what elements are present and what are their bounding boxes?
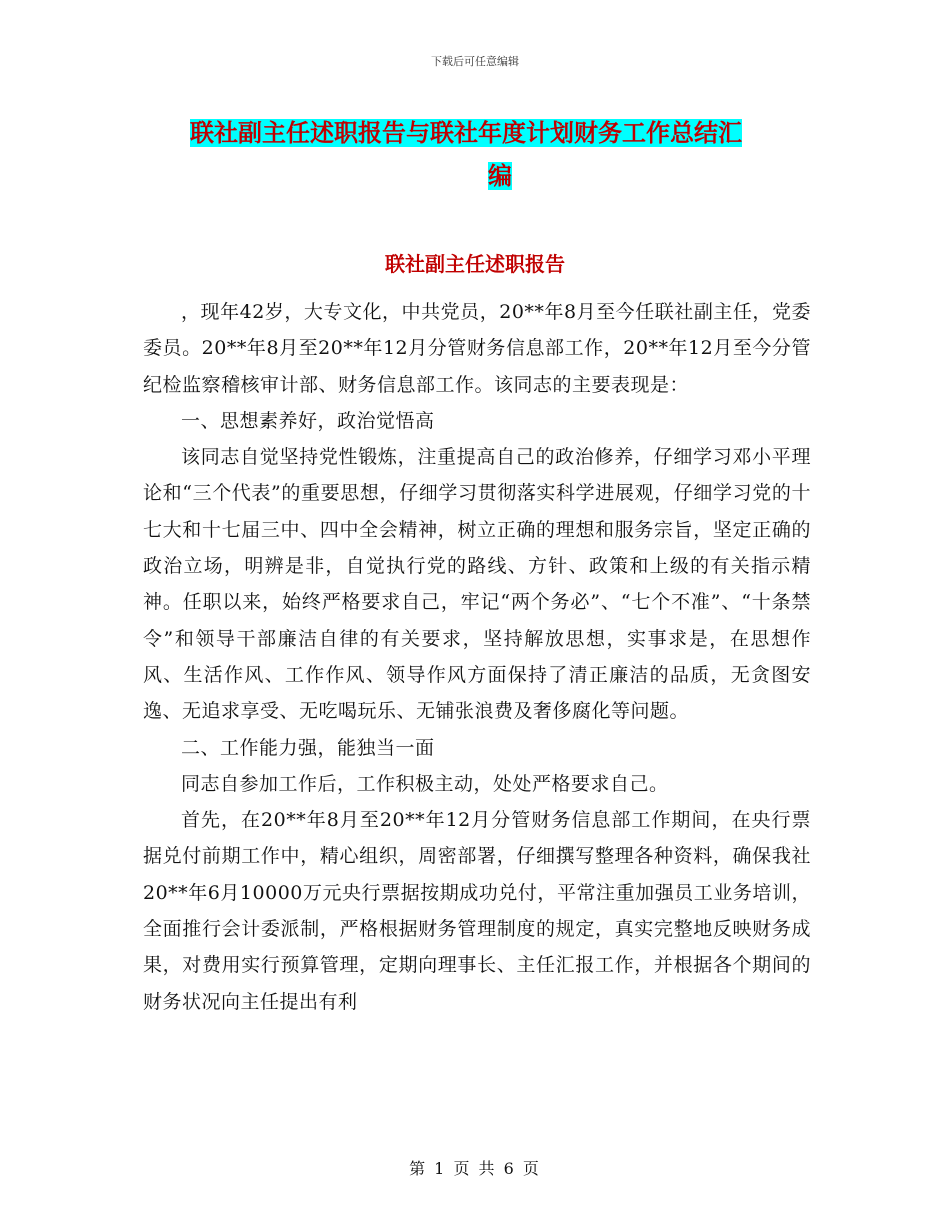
paragraph-intro: ，现年42岁，大专文化，中共党员，20**年8月至今任联社副主任，党委委员。20**年8月至20**年12月分管财务信息部工作，20**年12月至今分管纪检监察稽核审计部、财务信息部工作。该同志的主要表现是： — [143, 301, 811, 396]
page-number-footer: 第 1 页 共 6 页 — [409, 1159, 541, 1178]
paragraph-heading-2: 二、工作能力强，能独当一面 — [181, 736, 435, 759]
document-title-line1: 联社副主任述职报告与联社年度计划财务工作总结汇 — [190, 119, 742, 147]
document-body — [143, 294, 811, 1020]
document-title-line2: 编 — [488, 162, 512, 190]
paragraph-ideology: 该同志自觉坚持党性锻炼，注重提高自己的政治修养，仔细学习邓小平理论和“三个代表”的重要思想，仔细学习贯彻落实科学进展观，仔细学习党的十七大和十七届三中、四中全会精神，树立正确的理想和服务宗旨，坚定正确的政治立场，明辨是非，自觉执行党的路线、方针、政策和上级的有关指示精神。任职以来，始终严格要求自己，牢记“两个务必”、“七个不准”、“十条禁令”和领导干部廉洁自律的有关要求，坚持解放思想，实事求是，在思想作风、生活作风、工作作风、领导作风方面保持了清正廉洁的品质，无贪图安逸、无追求享受、无吃喝玩乐、无铺张浪费及奢侈腐化等问题。 — [143, 446, 811, 723]
paragraph-heading-1: 一、思想素养好，政治觉悟高 — [181, 409, 435, 432]
paragraph-first-point: 首先，在20**年8月至20**年12月分管财务信息部工作期间，在央行票据兑付前期工作中，精心组织，周密部署，仔细撰写整理各种资料，确保我社20**年6月10000万元央行票据按期成功兑付，平常注重加强员工业务培训，全面推行会计委派制，严格根据财务管理制度的规定，真实完整地反映财务成果，对费用实行预算管理，定期向理事长、主任汇报工作，并根据各个期间的财务状况向主任提出有利 — [143, 809, 811, 1013]
paragraph-work-attitude: 同志自参加工作后，工作积极主动，处处严格要求自己。 — [181, 772, 669, 795]
document-title — [190, 112, 810, 198]
section-title: 联社副主任述职报告 — [385, 252, 565, 276]
page-header-note: 下载后可任意编辑 — [431, 55, 519, 68]
